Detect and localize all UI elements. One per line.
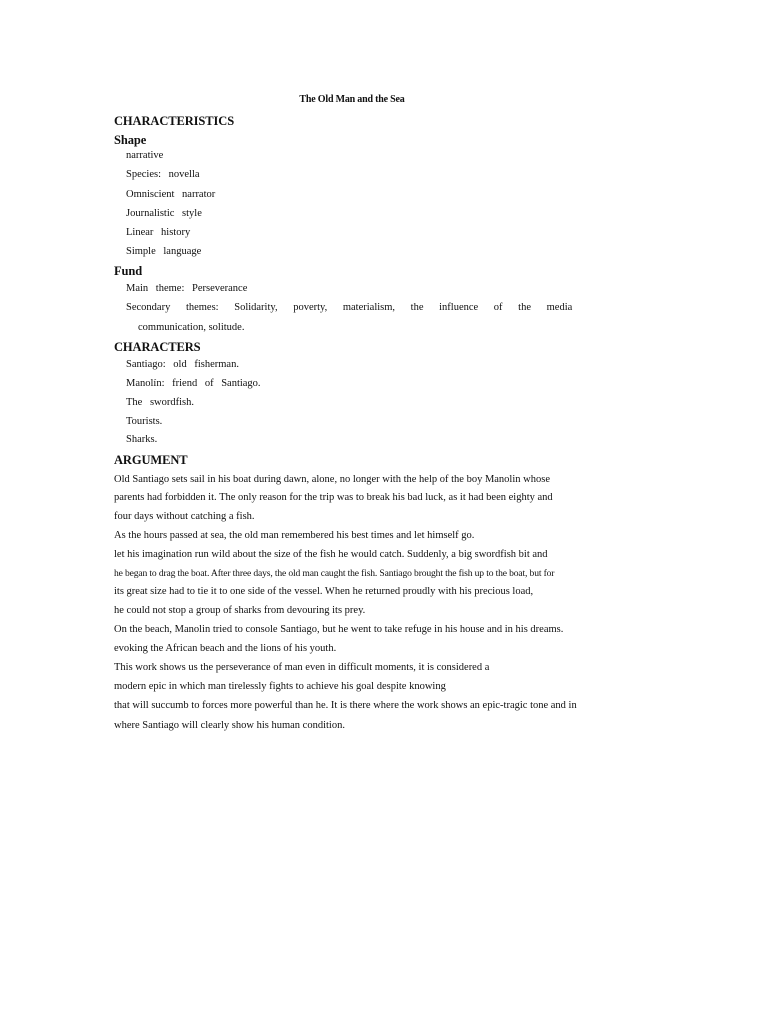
argument-line: four days without catching a fish. — [114, 511, 255, 522]
characteristics-heading: CHARACTERISTICS — [114, 114, 235, 128]
character-item: Sharks. — [126, 434, 158, 445]
argument-line: This work shows us the perseverance of man even in difficult moments, it is considered a — [114, 662, 490, 673]
character-item: Santiago: old fisherman. — [126, 359, 239, 370]
shape-item: Species: novella — [126, 169, 200, 180]
character-item: Manolín: friend of Santiago. — [126, 378, 261, 389]
fund-heading: Fund — [114, 264, 143, 278]
argument-line: Old Santiago sets sail in his boat during dawn, alone, no longer with the help of the boy Manolin whose — [114, 474, 550, 485]
argument-line: that will succumb to forces more powerful than he. It is there where the work shows an epic-tragic tone and in — [114, 700, 577, 711]
argument-line: parents had forbidden it. The only reason for the trip was to break his bad luck, as it had been eighty and — [114, 492, 553, 503]
shape-heading: Shape — [114, 133, 147, 147]
shape-item: Linear history — [126, 227, 191, 238]
characters-heading: CHARACTERS — [114, 340, 201, 354]
argument-line: As the hours passed at sea, the old man remembered his best times and let himself go. — [114, 530, 475, 541]
argument-heading: ARGUMENT — [114, 453, 188, 467]
character-item: The swordfish. — [126, 397, 194, 408]
argument-line: evoking the African beach and the lions of his youth. — [114, 643, 337, 654]
argument-line: let his imagination run wild about the size of the fish he would catch. Suddenly, a big swordfish bit and — [114, 549, 548, 560]
shape-item: narrative — [126, 150, 164, 161]
fund-item-continuation: communication, solitude. — [138, 322, 245, 333]
shape-item: Simple language — [126, 246, 202, 257]
fund-item: Main theme: Perseverance — [126, 283, 248, 294]
character-item: Tourists. — [126, 416, 163, 427]
argument-line: he could not stop a group of sharks from devouring its prey. — [114, 605, 366, 616]
argument-line: modern epic in which man tirelessly fights to achieve his goal despite knowing — [114, 681, 446, 692]
fund-item: Secondary themes: Solidarity, poverty, materialism, the influence of the media — [126, 302, 573, 313]
document-title: The Old Man and the Sea — [299, 94, 405, 105]
argument-line: its great size had to tie it to one side of the vessel. When he returned proudly with his precious load, — [114, 586, 534, 597]
shape-item: Omniscient narrator — [126, 189, 216, 200]
shape-item: Journalistic style — [126, 208, 202, 219]
argument-line: he began to drag the boat. After three days, the old man caught the fish. Santiago brought the fish up to the boat, but for — [114, 568, 555, 579]
argument-line: where Santiago will clearly show his human condition. — [114, 720, 345, 731]
argument-line: On the beach, Manolin tried to console Santiago, but he went to take refuge in his house and in his dreams. — [114, 624, 564, 635]
